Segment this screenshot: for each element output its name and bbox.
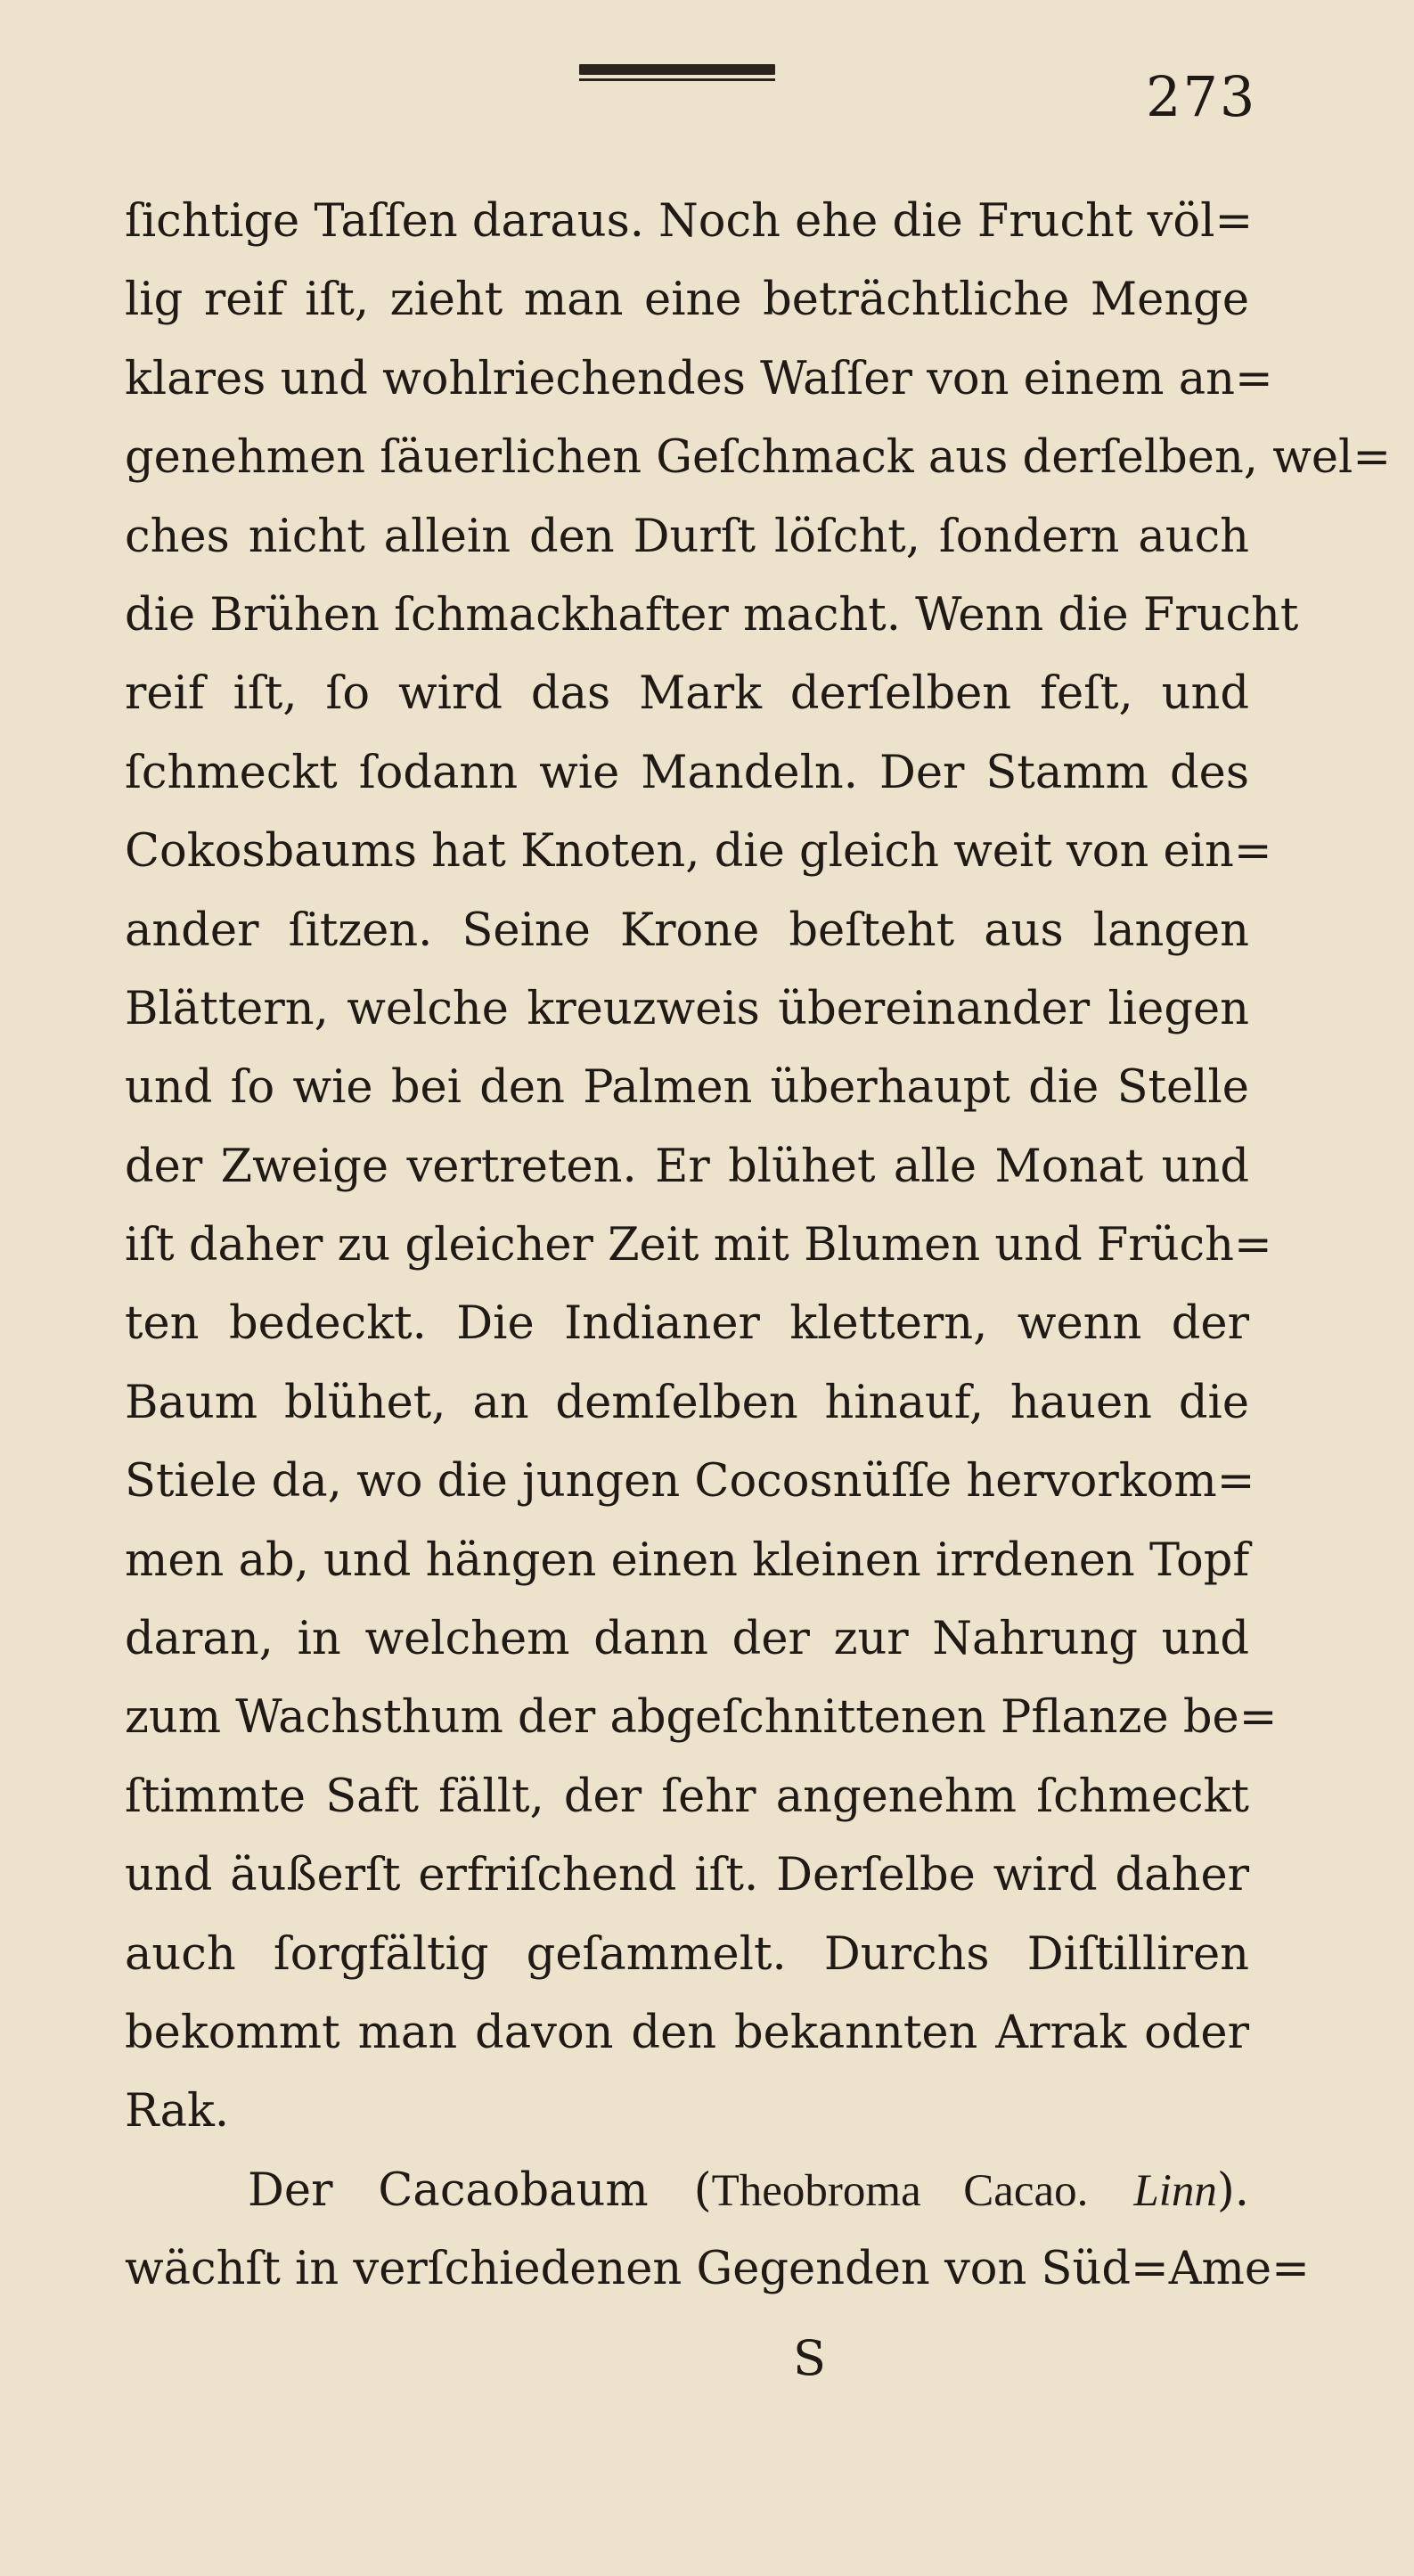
text-line: iſt daher zu gleicher Zeit mit Blumen und Früch= — [125, 1219, 1272, 1272]
text-line: der Zweige vertreten. Er blühet alle Monat und — [125, 1140, 1249, 1193]
text-line: auch ſorgfältig geſammelt. Durchs Diſtilliren — [125, 1927, 1249, 1981]
text-line: Baum blühet, an demſelben hinauf, hauen die — [125, 1376, 1249, 1429]
author-abbreviation: Linn — [1133, 2165, 1217, 2216]
text-line: ten bedeckt. Die Indianer klettern, wenn der — [125, 1297, 1249, 1351]
text-span: Der Cacaobaum ( — [248, 2163, 712, 2217]
paragraph-start-line — [125, 2152, 1249, 2230]
text-line: die Brühen ſchmackhafter macht. Wenn die Frucht — [125, 588, 1299, 642]
text-line: Stiele da, wo die jungen Cocosnüſſe hervorkom= — [125, 1455, 1255, 1509]
text-line: zum Wachsthum der abgeſchnittenen Pflanze be= — [125, 1691, 1278, 1745]
text-line: ſichtige Taſſen daraus. Noch ehe die Frucht völ= — [125, 195, 1254, 248]
text-line: klares und wohlriechendes Waſſer von einem an= — [125, 352, 1273, 405]
text-line: Rak. — [125, 2085, 230, 2138]
body-text — [125, 183, 1392, 2310]
text-line: bekommt man davon den bekannten Arrak oder — [125, 2006, 1249, 2059]
text-line: reif iſt, ſo wird das Mark derſelben feſt, und — [125, 667, 1249, 721]
text-line: und ſo wie bei den Palmen überhaupt die Stelle — [125, 1061, 1249, 1115]
text-line: genehmen ſäuerlichen Geſchmack aus derſelben, wel= — [125, 431, 1392, 485]
text-line: ander ſitzen. Seine Krone beſteht aus langen — [125, 904, 1249, 957]
latin-name: Theobroma Cacao. — [711, 2165, 1089, 2216]
text-line: wächſt in verſchiedenen Gegenden von Süd=Ame= — [125, 2243, 1310, 2296]
text-line: ches nicht allein den Durſt löſcht, ſondern auch — [125, 510, 1249, 563]
header-ornament-rule — [579, 64, 775, 75]
signature-mark: S — [793, 2330, 826, 2386]
text-line: daran, in welchem dann der zur Nahrung und — [125, 1613, 1249, 1666]
text-span: ). — [1216, 2163, 1249, 2217]
text-line: Blättern, welche kreuzweis übereinander liegen — [125, 982, 1249, 1035]
text-line: und äußerſt erfriſchend iſt. Derſelbe wird daher — [125, 1849, 1249, 1902]
text-line: ſtimmte Saft fällt, der ſehr angenehm ſchmeckt — [125, 1770, 1249, 1823]
text-line: Cokosbaums hat Knoten, die gleich weit von ein= — [125, 825, 1272, 879]
text-line: lig reif iſt, zieht man eine beträchtliche Menge — [125, 274, 1249, 327]
text-line: men ab, und hängen einen kleinen irrdenen Topf — [125, 1533, 1250, 1587]
text-line: ſchmeckt ſodann wie Mandeln. Der Stamm des — [125, 746, 1249, 799]
page-number: 273 — [1146, 64, 1257, 129]
